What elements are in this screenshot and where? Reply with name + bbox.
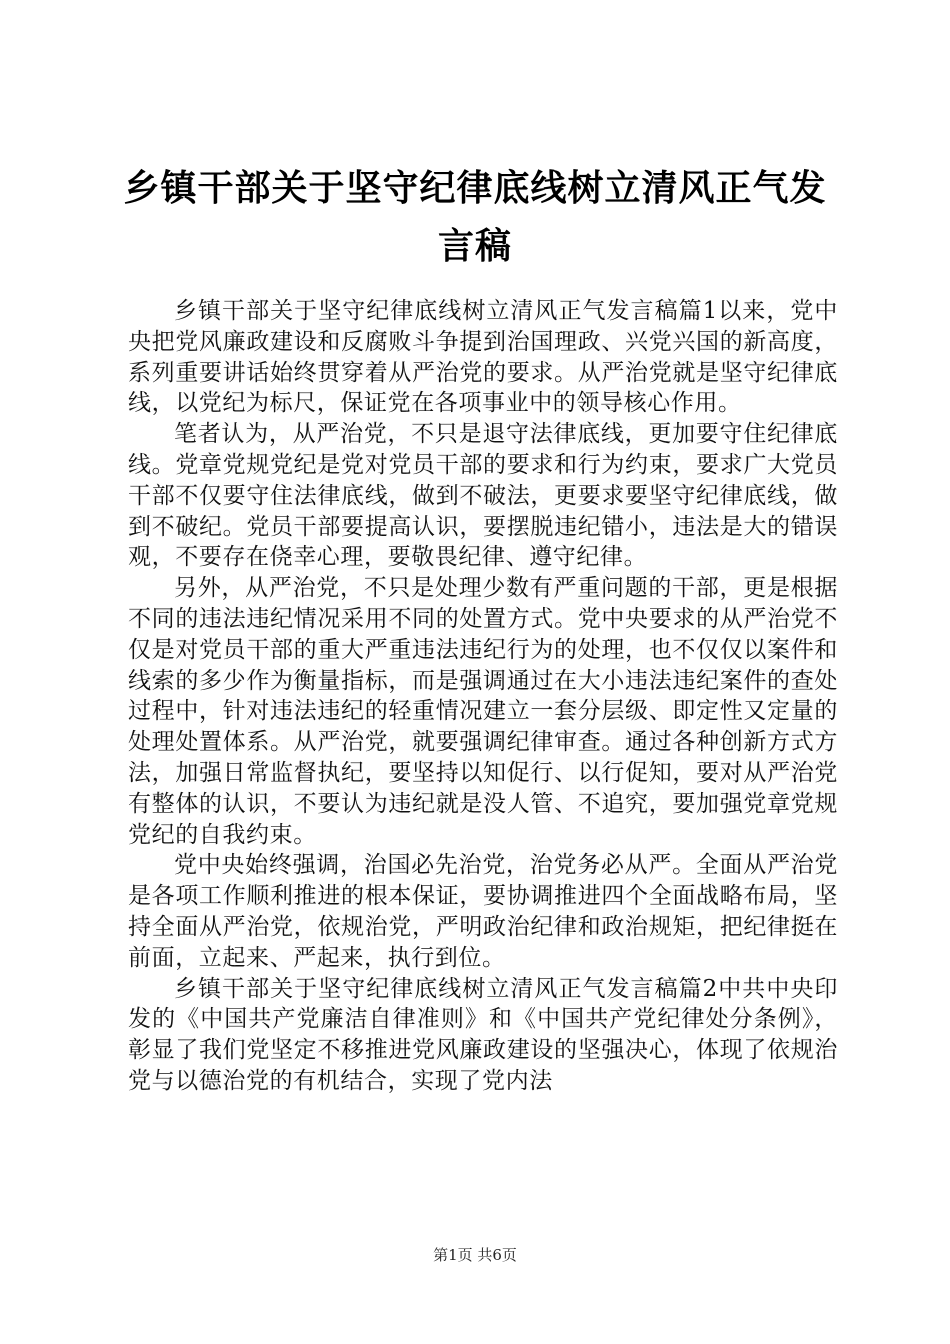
document-body <box>128 296 838 1097</box>
paragraph: 党中央始终强调，治国必先治党，治党务必从严。全面从严治党是各项工作顺利推进的根本保证，要协调推进四个全面战略布局，坚持全面从严治党，依规治党，严明政治纪律和政治规矩，把纪律挺在前面，立起来、严起来，执行到位。 <box>128 852 838 971</box>
document-title: 乡镇干部关于坚守纪律底线树立清风正气发言稿 <box>123 168 827 267</box>
paragraph: 笔者认为，从严治党，不只是退守法律底线，更加要守住纪律底线。党章党规党纪是党对党员干部的要求和行为约束，要求广大党员干部不仅要守住法律底线，做到不破法，更要求要坚守纪律底线，做到不破纪。党员干部要提高认识，要摆脱违纪错小，违法是大的错误观，不要存在侥幸心理，要敬畏纪律、遵守纪律。 <box>128 421 838 571</box>
paragraph: 乡镇干部关于坚守纪律底线树立清风正气发言稿篇2中共中央印发的《中国共产党廉洁自律准则》和《中国共产党纪律处分条例》，彰显了我们党坚定不移推进党风廉政建设的坚强决心，体现了依规治党与以德治党的有机结合，实现了党内法 <box>128 975 838 1094</box>
paragraph: 乡镇干部关于坚守纪律底线树立清风正气发言稿篇1以来，党中央把党风廉政建设和反腐败斗争提到治国理政、兴党兴国的新高度，系列重要讲话始终贯穿着从严治党的要求。从严治党就是坚守纪律底线，以党纪为标尺，保证党在各项事业中的领导核心作用。 <box>128 298 838 417</box>
paragraph: 另外，从严治党，不只是处理少数有严重问题的干部，更是根据不同的违法违纪情况采用不同的处置方式。党中央要求的从严治党不仅是对党员干部的重大严重违法违纪行为的处理，也不仅仅以案件和线索的多少作为衡量指标，而是强调通过在大小违法违纪案件的查处过程中，针对违法违纪的轻重情况建立一套分层级、即定性又定量的处理处置体系。从严治党，就要强调纪律审查。通过各种创新方式方法，加强日常监督执纪，要坚持以知促行、以行促知，要对从严治党有整体的认识，不要认为违纪就是没人管、不追究，要加强党章党规党纪的自我约束。 <box>128 575 838 848</box>
page-number-footer: 第1页 共6页 <box>433 1246 517 1264</box>
